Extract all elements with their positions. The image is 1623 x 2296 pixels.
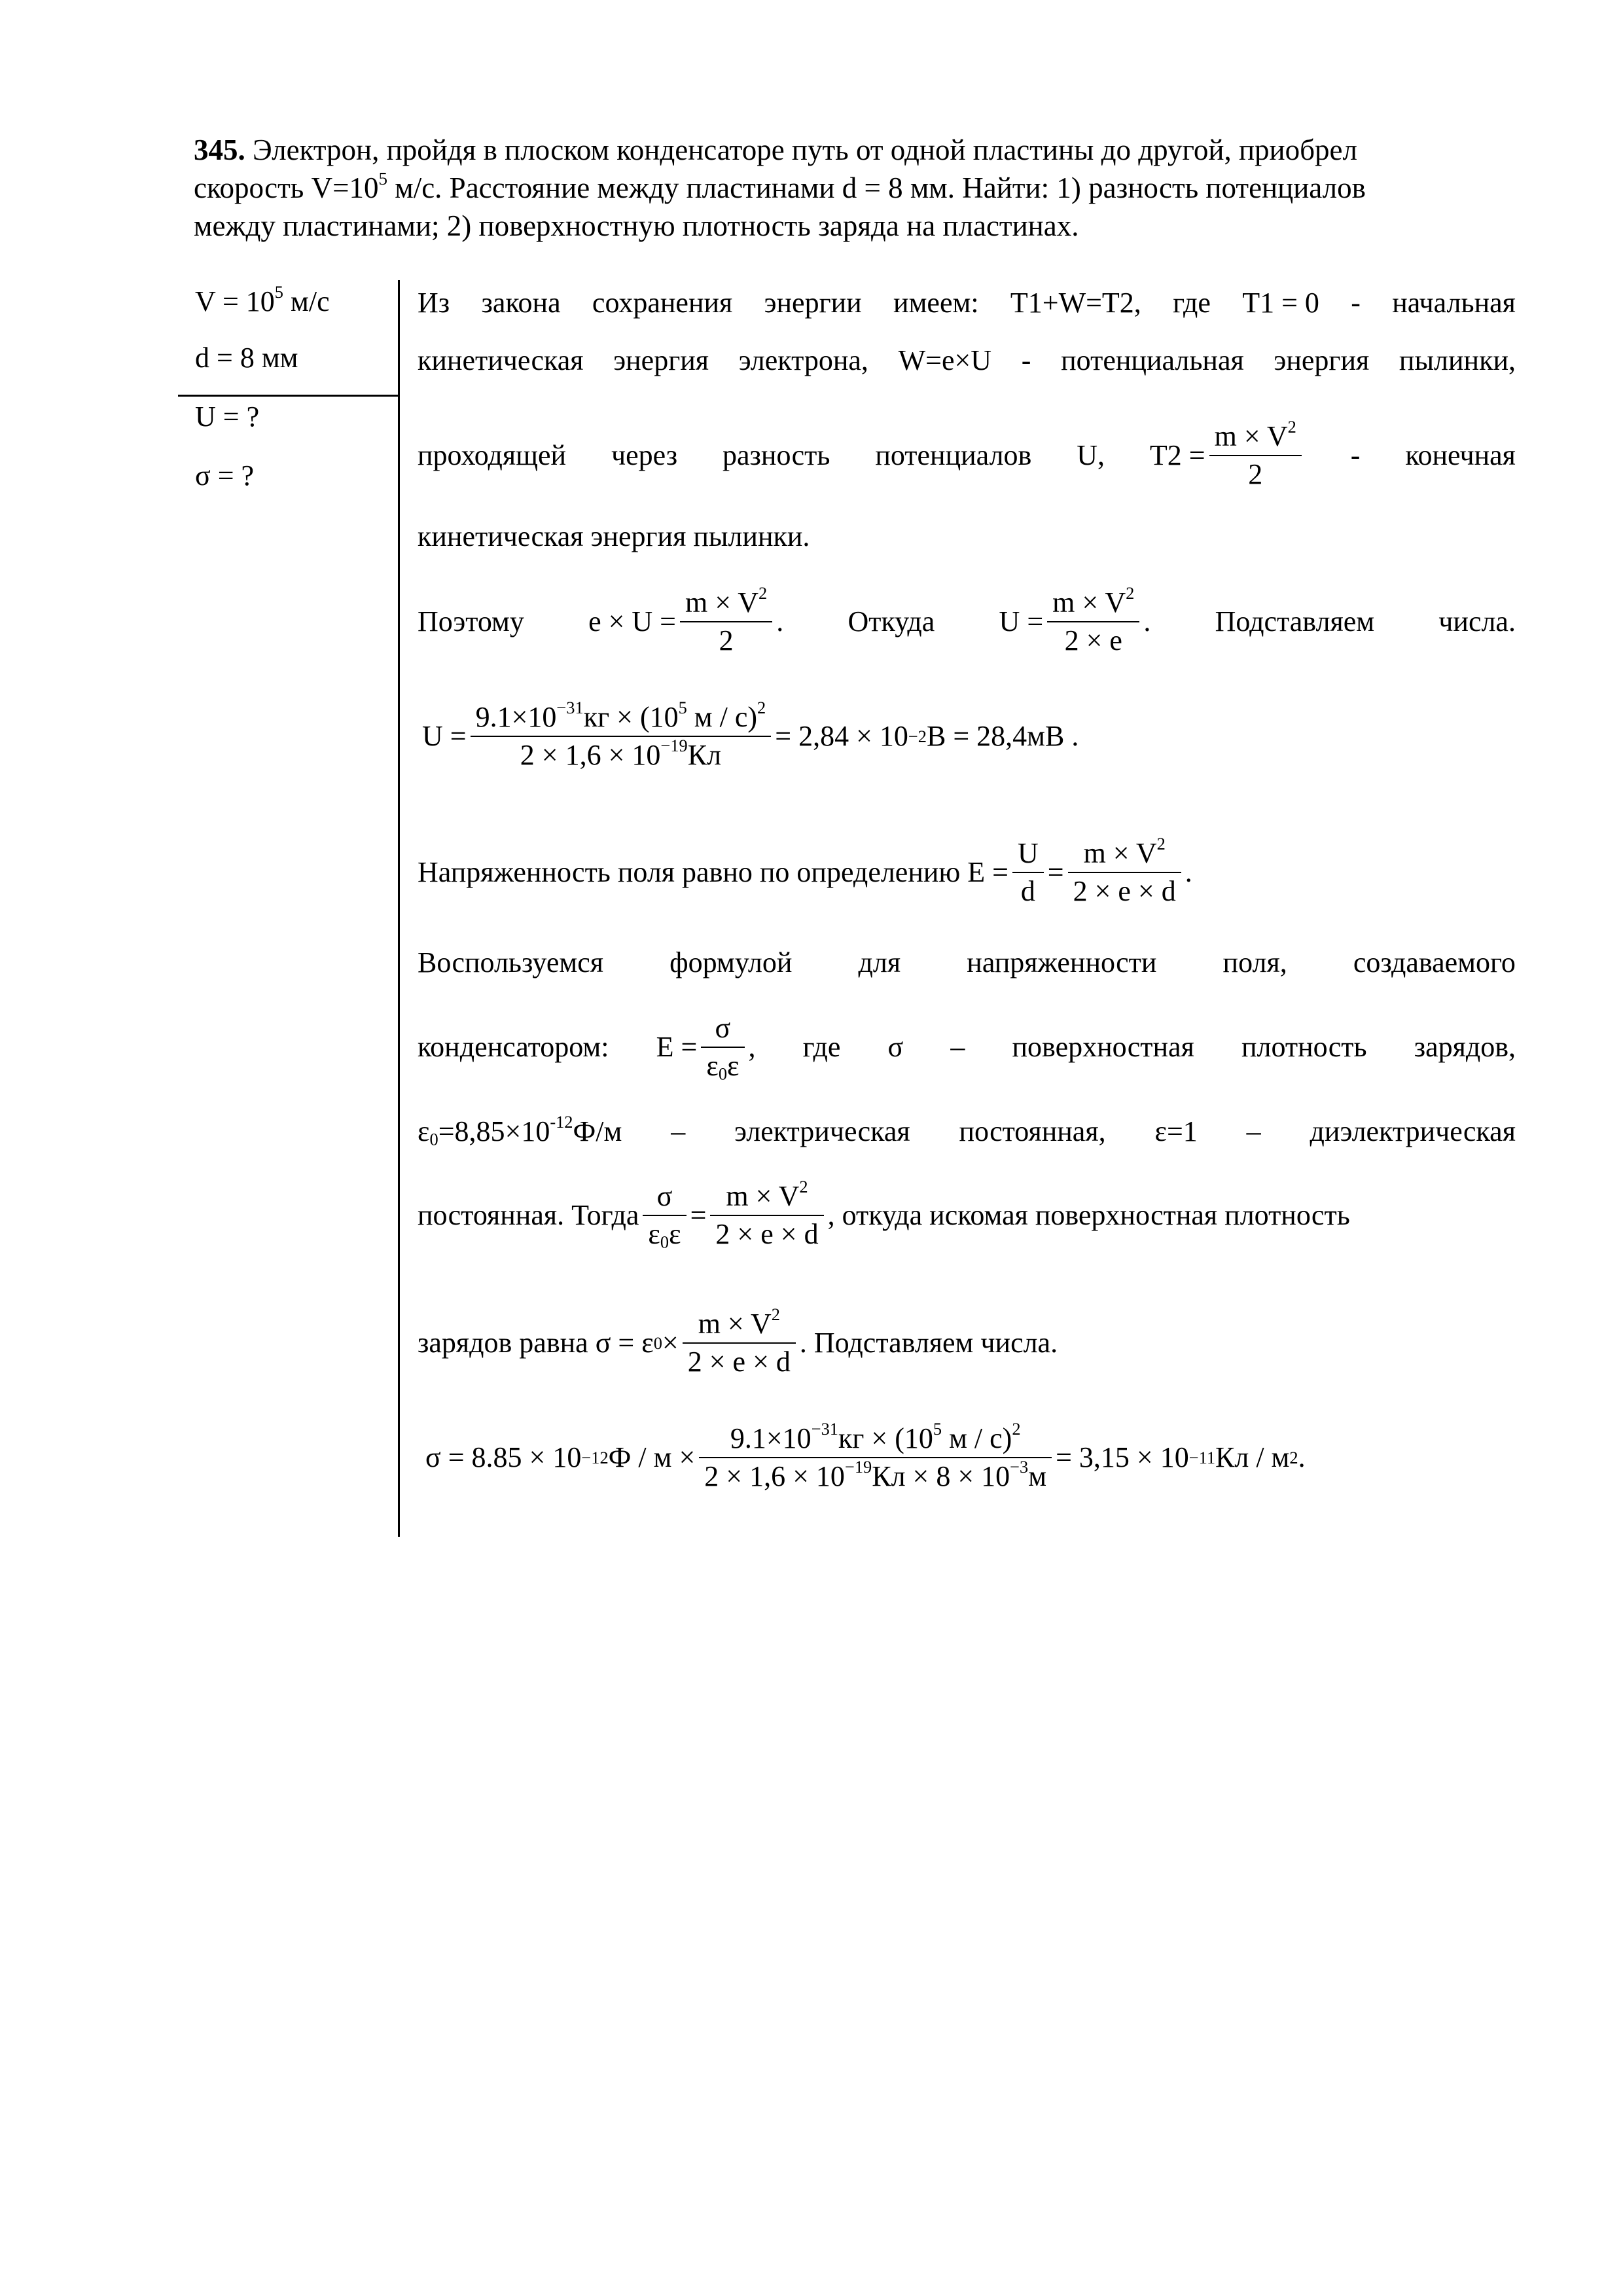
dot: . <box>776 605 784 637</box>
comma: , <box>748 1031 756 1063</box>
fraction <box>680 584 772 659</box>
word: постоянная, <box>959 1115 1106 1147</box>
numerator <box>1047 584 1139 621</box>
eps: ε <box>648 1218 660 1250</box>
exponent: 2 <box>1012 1419 1021 1439</box>
solution-line-9 <box>418 1112 1516 1149</box>
word: Откуда <box>847 605 935 637</box>
u-equation <box>999 584 1151 659</box>
eps: ε <box>669 1218 681 1250</box>
denominator <box>701 1048 744 1085</box>
num-a: 9.1×10 <box>475 701 557 733</box>
solution-line-2: кинетическая энергия электрона, W=e×U - потенциальная энергия пылинки, <box>418 344 1516 376</box>
solution-line-8 <box>418 1001 1516 1093</box>
lhs: U = <box>999 605 1044 637</box>
solution-line-3 <box>418 410 1516 501</box>
subscript: 0 <box>660 1232 669 1252</box>
word: имеем: <box>893 287 979 319</box>
energy-equation <box>588 584 783 659</box>
word: напряженности <box>967 946 1157 978</box>
exponent: 2 <box>771 1304 780 1325</box>
word: конденсатором: <box>418 1031 609 1063</box>
mv: m × V <box>726 1180 800 1212</box>
eps: ε <box>727 1050 740 1082</box>
word: ε=1 <box>1154 1115 1198 1147</box>
exponent: 2 <box>758 583 768 603</box>
denominator: 2 × e × d <box>1073 875 1176 907</box>
times: × <box>662 1327 679 1359</box>
word: U, <box>1077 439 1105 471</box>
denominator <box>699 1458 1052 1495</box>
exponent: 5 <box>933 1419 942 1439</box>
word: сохранения <box>592 287 733 319</box>
fraction <box>1047 584 1139 659</box>
word: Поэтому <box>418 605 524 637</box>
subscript: 0 <box>718 1064 728 1084</box>
problem-statement <box>194 131 1516 245</box>
e-sigma-formula <box>656 1010 756 1085</box>
lhs-b: Ф / м × <box>608 1441 696 1473</box>
word: Подставляем <box>1215 605 1375 637</box>
subscript: 0 <box>429 1129 438 1149</box>
problem-text-line2b: м/с. Расстояние между пластинами d = 8 мм. Найти: 1) разность потенциалов <box>387 171 1366 204</box>
den-a: 2 × 1,6 × 10 <box>520 739 661 771</box>
given-distance: d = 8 мм <box>195 342 298 374</box>
den-a: 2 × 1,6 × 10 <box>704 1460 845 1492</box>
denominator <box>515 737 726 774</box>
lhs: U = <box>422 720 467 752</box>
u-calculation: U = $\frac{9.1\times 10^{-31}кг \times (10^5 м / с)^2}{2 \times 1,6 \times 10^{-19}Кл}$ = 2,84 × 10 −2 В = 28,4мВ . <box>422 699 1520 774</box>
num-a: 9.1×10 <box>730 1422 812 1454</box>
mv: m × V <box>685 586 759 619</box>
numerator: U <box>1018 837 1039 869</box>
exponent: 2 <box>1287 417 1296 437</box>
word: закона <box>481 287 561 319</box>
dot: . <box>1298 1441 1306 1473</box>
fraction <box>1209 418 1302 493</box>
eps: ε <box>706 1050 719 1082</box>
word: – <box>950 1031 965 1063</box>
solution-line-10 <box>418 1178 1516 1270</box>
given-velocity <box>195 282 330 318</box>
solution-line-4: кинетическая энергия пылинки. <box>418 520 810 552</box>
lhs: E = <box>656 1031 698 1063</box>
denominator: d <box>1020 875 1035 907</box>
solution-line-5 <box>418 576 1516 668</box>
denominator: 2 × e <box>1064 624 1122 656</box>
t2-formula <box>1150 418 1306 493</box>
problem-text-line3: между пластинами; 2) поверхностную плотность заряда на пластинах. <box>194 209 1079 242</box>
numerator <box>680 584 772 621</box>
lhs: e × U = <box>588 605 676 637</box>
word: через <box>611 439 678 471</box>
word: где <box>1173 287 1211 319</box>
exponent: 5 <box>274 282 283 302</box>
fraction <box>683 1306 796 1380</box>
exponent: -12 <box>550 1112 573 1132</box>
sigma-calculation: σ = 8.85 × 10 −12 Ф / м × $\frac{9.1\times 10^{-31}кг \times (10^5 м / с)^2}{2 \times 1,6 \times 10^{-19}Кл \times 8 \times 10^{-3}м}$ = 3,15 × 10 −11 Кл / м 2 . <box>425 1420 1524 1495</box>
find-u: U = ? <box>195 401 260 433</box>
exponent: 5 <box>378 168 387 188</box>
text: . Подставляем числа. <box>799 1327 1058 1359</box>
word: потенциалов <box>875 439 1032 471</box>
find-sigma: σ = ? <box>195 459 255 492</box>
text: постоянная. Тогда <box>418 1199 639 1231</box>
word: поверхностная <box>1012 1031 1194 1063</box>
solution-line-1 <box>418 287 1516 319</box>
word: Воспользуемся <box>418 946 603 978</box>
column-divider <box>398 280 400 1537</box>
word: Из <box>418 287 450 319</box>
solution-line-7 <box>418 946 1516 979</box>
equals: = <box>690 1199 707 1231</box>
word: - <box>1351 287 1361 319</box>
problem-number: 345. <box>194 134 245 166</box>
mv: m × V <box>1052 586 1126 619</box>
exponent: −19 <box>660 736 688 756</box>
word: поля, <box>1222 946 1287 978</box>
exponent: 2 <box>1156 834 1166 854</box>
numerator: σ <box>715 1012 731 1044</box>
text: зарядов равна σ = ε <box>418 1327 654 1359</box>
unit: Ф/м <box>573 1115 622 1147</box>
dot: . <box>1143 605 1151 637</box>
fraction <box>1068 835 1181 910</box>
eps: ε <box>418 1115 430 1147</box>
word: создаваемого <box>1353 946 1516 978</box>
problem-text-line2a: скорость V=10 <box>194 171 379 204</box>
given-v-unit: м/с <box>283 285 330 317</box>
given-divider <box>178 395 399 397</box>
fraction <box>699 1420 1052 1495</box>
fraction <box>643 1178 686 1253</box>
result-b: Кл / м <box>1215 1441 1290 1473</box>
value: =8,85×10 <box>438 1115 550 1147</box>
word: плотность <box>1241 1031 1367 1063</box>
numerator <box>1209 418 1302 455</box>
mv: m × V <box>698 1308 772 1340</box>
denominator: 2 <box>719 624 734 656</box>
word: электрическая <box>734 1115 910 1147</box>
num-c: м / с) <box>687 701 758 733</box>
fraction <box>710 1178 823 1253</box>
word: числа. <box>1438 605 1516 637</box>
word: разность <box>722 439 830 471</box>
text: , откуда искомая поверхностная плотность <box>827 1199 1350 1231</box>
dash: – <box>671 1115 686 1147</box>
exponent: −31 <box>811 1419 838 1439</box>
word: формулой <box>669 946 793 978</box>
num-b: кг × (10 <box>838 1422 933 1454</box>
lhs-a: σ = 8.85 × 10 <box>425 1441 582 1473</box>
num-b: кг × (10 <box>583 701 679 733</box>
word: T1 = 0 <box>1242 287 1319 319</box>
dot: . <box>1185 856 1192 888</box>
den-b: Кл <box>687 739 722 771</box>
word: начальная <box>1392 287 1516 319</box>
denominator: 2 × e × d <box>687 1346 791 1378</box>
dash: - <box>1350 439 1361 471</box>
solution-line-11: зарядов равна σ = ε 0 × $\frac{m \times V^2}{2 \times e \times d}$ . Подставляем числа. <box>418 1306 1516 1397</box>
word: проходящей <box>418 439 567 471</box>
numerator <box>693 1306 785 1342</box>
t2-label: T2 = <box>1149 439 1205 471</box>
num-c: м / с) <box>942 1422 1012 1454</box>
given-v-label: V = 10 <box>195 285 275 317</box>
den-b: Кл × 8 × 10 <box>872 1460 1010 1492</box>
result-b: В = 28,4мВ . <box>926 720 1079 752</box>
exponent: 2 <box>799 1177 808 1197</box>
result-a: = 3,15 × 10 <box>1056 1441 1189 1473</box>
word: энергии <box>764 287 862 319</box>
solution-line-6 <box>418 835 1516 910</box>
fraction <box>471 699 772 774</box>
denominator: 2 <box>1248 458 1263 490</box>
word: где <box>802 1031 841 1063</box>
exponent: −19 <box>844 1457 872 1477</box>
equals: = <box>1047 856 1064 888</box>
exponent: −3 <box>1010 1457 1029 1477</box>
word: для <box>858 946 901 978</box>
den-c: м <box>1028 1460 1047 1492</box>
word: σ <box>887 1031 904 1063</box>
mv: m × V <box>1214 420 1288 452</box>
mv: m × V <box>1083 837 1157 869</box>
exponent: −31 <box>556 698 584 718</box>
numerator <box>471 699 772 736</box>
word: зарядов, <box>1414 1031 1516 1063</box>
fraction <box>1012 835 1044 910</box>
text: Напряженность поля равно по определению <box>418 856 961 888</box>
denominator <box>643 1216 686 1253</box>
exponent: 5 <box>678 698 687 718</box>
numerator <box>725 1420 1026 1457</box>
word: T1+W=T2, <box>1010 287 1141 319</box>
exponent: 2 <box>757 698 766 718</box>
numerator: σ <box>656 1180 673 1212</box>
word: конечная <box>1405 439 1516 471</box>
eps0-value <box>418 1112 622 1149</box>
lhs: E = <box>967 856 1008 888</box>
exponent: 2 <box>1126 583 1135 603</box>
dash: – <box>1246 1115 1261 1147</box>
problem-text-line1: Электрон, пройдя в плоском конденсаторе путь от одной пластины до другой, приобрел <box>253 134 1357 166</box>
numerator <box>721 1178 813 1215</box>
word: диэлектрическая <box>1310 1115 1516 1147</box>
result-a: = 2,84 × 10 <box>775 720 908 752</box>
fraction <box>701 1010 744 1085</box>
numerator <box>1079 835 1171 872</box>
denominator: 2 × e × d <box>715 1218 819 1250</box>
